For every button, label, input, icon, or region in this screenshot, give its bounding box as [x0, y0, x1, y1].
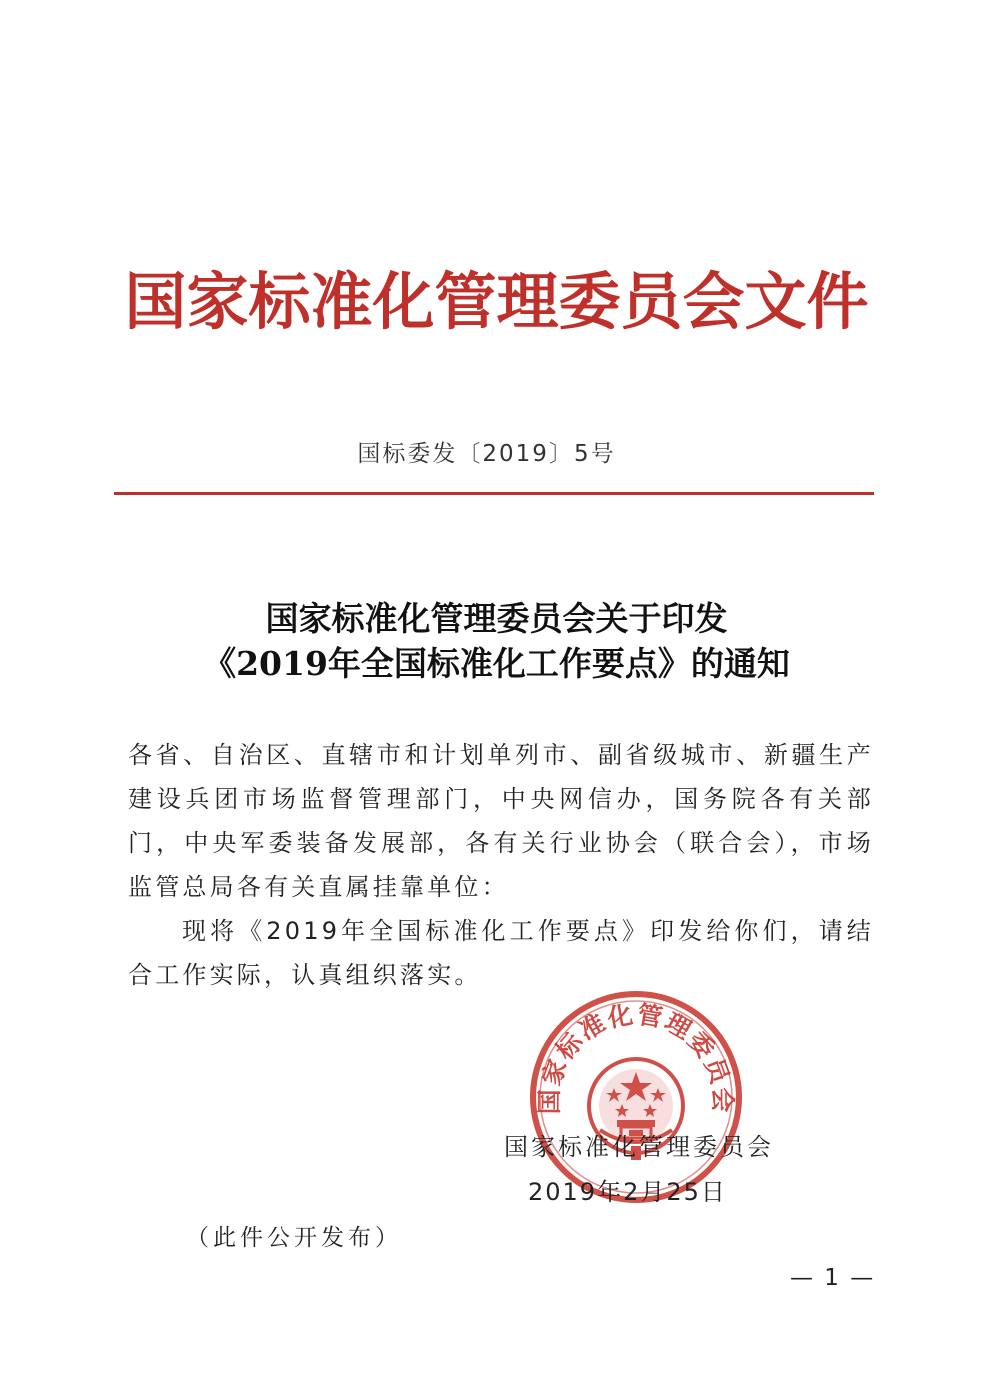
- signing-date: 2019年2月25日: [528, 1178, 727, 1206]
- notice-title-line-1: 国家标准化管理委员会关于印发: [265, 599, 728, 638]
- signing-organization: 国家标准化管理委员会: [504, 1133, 774, 1161]
- notice-title: [80, 596, 913, 686]
- notice-title-line-2: 《2019年全国标准化工作要点》的通知: [203, 644, 790, 683]
- recipients-paragraph: 各省、自治区、直辖市和计划单列市、副省级城市、新疆生产建设兵团市场监督管理部门，中央网信办，国务院各有关部门，中央军委装备发展部，各有关行业协会（联合会），市场监管总局各有关直属挂靠单位：: [128, 741, 874, 901]
- notice-paragraph: 现将《2019年全国标准化工作要点》印发给你们，请结合工作实际，认真组织落实。: [128, 917, 874, 989]
- notice-body: [128, 733, 874, 997]
- public-release-note: （此件公开发布）: [186, 1225, 402, 1251]
- svg-text:国家标准化管理委员会: 国家标准化管理委员会: [534, 999, 738, 1115]
- document-header-title: 国家标准化管理委员会文件: [124, 265, 869, 338]
- official-seal: [527, 988, 745, 1206]
- page-number: — 1 —: [790, 1265, 876, 1291]
- header-divider: [114, 492, 874, 495]
- document-number: 国标委发〔2019〕5号: [357, 441, 616, 467]
